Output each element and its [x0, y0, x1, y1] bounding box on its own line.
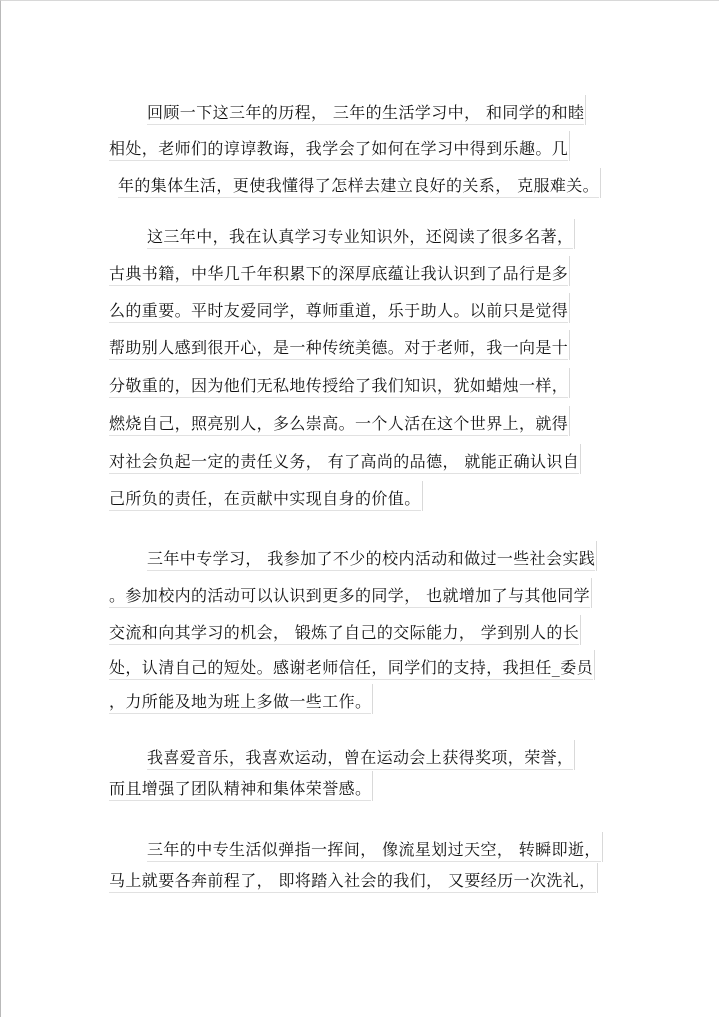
- text-line: ，力所能及地为班上多做一些工作。: [109, 692, 371, 714]
- text-line: 古典书籍，中华几千年积累下的深厚底蕴让我认识到了品行是多: [109, 264, 568, 286]
- text-line: 对社会负起一定的责任义务， 有了高尚的品德， 就能正确认识自: [109, 452, 579, 474]
- text-line: 三年中专学习， 我参加了不少的校内活动和做过一些社会实践: [147, 549, 595, 571]
- text-line: 。参加校内的活动可以认识到更多的同学， 也就增加了与其他同学: [109, 586, 590, 608]
- text-line: 回顾一下这三年的历程， 三年的生活学习中， 和同学的和睦: [147, 103, 584, 125]
- text-line: 这三年中，我在认真学习专业知识外，还阅读了很多名著，: [147, 227, 573, 249]
- text-line: 己所负的责任，在贡献中实现自身的价值。: [109, 489, 421, 511]
- text-line: 燃烧自己，照亮别人，多么崇高。一个人活在这个世界上，就得: [109, 414, 568, 436]
- text-line: 我喜爱音乐，我喜欢运动，曾在运动会上获得奖项，荣誉，: [147, 748, 573, 770]
- text-line: 么的重要。平时友爱同学，尊师重道，乐于助人。以前只是觉得: [109, 301, 568, 323]
- text-line: 分敬重的，因为他们无私地传授给了我们知识，犹如蜡烛一样，: [109, 376, 568, 398]
- text-line: 处，认清自己的短处。感谢老师信任，同学们的支持，我担任_委员: [109, 658, 593, 680]
- text-line: 三年的中专生活似弹指一挥间， 像流星划过天空， 转瞬即逝，: [147, 840, 601, 862]
- text-line: 交流和向其学习的机会， 锻炼了自己的交际能力， 学到别人的长: [109, 623, 579, 645]
- text-line: 相处，老师们的谆谆教诲，我学会了如何在学习中得到乐趣。几: [109, 139, 568, 161]
- text-line: 而且增强了团队精神和集体荣誉感。: [109, 779, 371, 801]
- text-line: 帮助别人感到很开心，是一种传统美德。对于老师，我一向是十: [109, 338, 568, 360]
- text-line: 年的集体生活，更使我懂得了怎样去建立良好的关系， 克服难关。: [118, 176, 599, 198]
- text-line: 马上就要各奔前程了， 即将踏入社会的我们， 又要经历一次洗礼，: [109, 871, 596, 893]
